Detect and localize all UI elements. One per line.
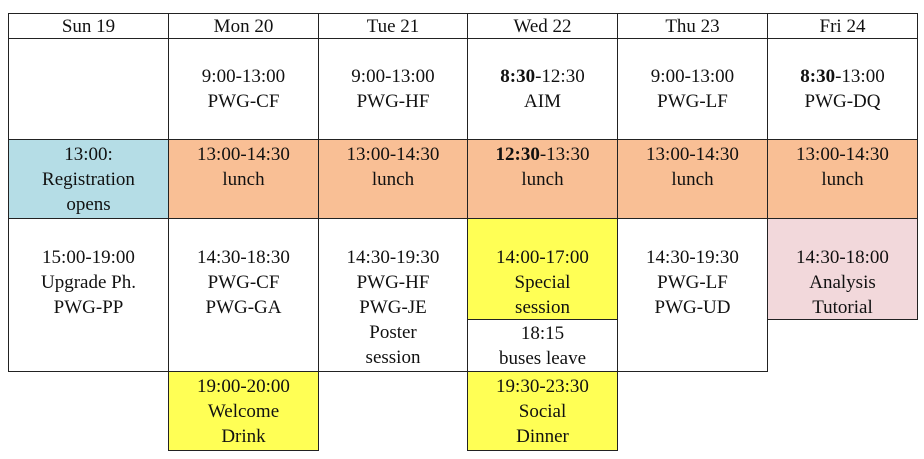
- session-name: Upgrade Ph.: [41, 272, 136, 293]
- welcome-drink-mon: [168, 372, 319, 451]
- day-header-tue: [319, 13, 468, 39]
- session-name: PWG-JE: [359, 297, 427, 318]
- buses-time: 18:15: [520, 322, 565, 344]
- lunch-time: 13:00-14:30: [646, 144, 739, 165]
- day-label: Sun 19: [61, 15, 116, 37]
- lunch-label: lunch: [521, 169, 564, 190]
- lunch-time: 13:00-14:30: [796, 144, 889, 165]
- session-time: 9:00-13:00: [351, 66, 435, 87]
- morning-sun: [8, 39, 169, 140]
- lunch-wed: [468, 140, 618, 219]
- lunch-fri: [768, 140, 918, 219]
- lunch-thu: [618, 140, 768, 219]
- registration-cell: [8, 140, 169, 219]
- session-name: Drink: [221, 425, 266, 447]
- afternoon-sun: [8, 219, 169, 372]
- session-time: 14:30-19:30: [346, 247, 440, 268]
- afternoon-mon: [169, 219, 319, 372]
- lunch-time: [496, 142, 590, 167]
- session-name: Analysis: [809, 272, 876, 293]
- morning-thu: [618, 39, 768, 140]
- lunch-time: 13:00-14:30: [197, 144, 290, 165]
- session-name: Welcome: [207, 400, 280, 422]
- lunch-label: lunch: [821, 169, 864, 190]
- session-name: PWG-GA: [205, 297, 282, 318]
- session-time: 14:00-17:00: [496, 247, 589, 268]
- session-name: PWG-HF: [356, 91, 430, 112]
- buses-label: buses leave: [498, 347, 587, 369]
- lunch-mon: [169, 140, 319, 219]
- day-header-sun: [8, 13, 169, 39]
- lunch-label: lunch: [671, 169, 714, 190]
- day-label: Mon 20: [213, 15, 274, 37]
- afternoon-tue: [319, 219, 468, 372]
- lunch-label: lunch: [371, 169, 415, 190]
- session-name: PWG-LF: [657, 91, 728, 112]
- session-time: 14:30-18:30: [197, 247, 290, 268]
- session-name: session: [515, 297, 570, 318]
- time-end: -12:30: [535, 66, 585, 87]
- day-label: Fri 24: [819, 15, 866, 37]
- session-time: 9:00-13:00: [650, 66, 735, 87]
- session-time: 15:00-19:00: [42, 247, 135, 268]
- session-name: PWG-CF: [207, 272, 280, 293]
- session-name: Special: [514, 272, 571, 293]
- day-label: Wed 22: [513, 15, 572, 37]
- time-end: -13:00: [835, 66, 885, 87]
- day-header-fri: [768, 13, 918, 39]
- lunch-time: 13:00-14:30: [346, 144, 440, 165]
- session-time: [500, 64, 584, 89]
- day-header-mon: [169, 13, 319, 39]
- lunch-tue: [319, 140, 468, 219]
- session-name: PWG-CF: [207, 91, 280, 112]
- session-name: Dinner: [516, 425, 569, 447]
- session-name: Tutorial: [812, 297, 873, 318]
- session-name: PWG-PP: [53, 297, 124, 318]
- session-time: 14:30-19:30: [646, 247, 739, 268]
- time-start-bold: 8:30: [500, 66, 536, 87]
- time-start-bold: 12:30: [495, 144, 540, 165]
- session-time: 14:30-18:00: [796, 247, 889, 268]
- morning-fri: [768, 39, 918, 140]
- session-name: PWG-LF: [657, 272, 728, 293]
- registration-label: Registration: [42, 168, 135, 190]
- analysis-tutorial-fri: [768, 219, 918, 320]
- day-header-wed: [468, 13, 618, 39]
- time-end: -13:30: [539, 144, 590, 165]
- day-header-thu: [618, 13, 768, 39]
- session-time: 19:00-20:00: [197, 375, 290, 397]
- day-label: Thu 23: [665, 15, 720, 37]
- time-start-bold: 8:30: [800, 66, 836, 87]
- session-name: PWG-UD: [654, 297, 731, 318]
- morning-mon: [169, 39, 319, 140]
- session-time: [800, 64, 884, 89]
- buses-wed: [468, 320, 618, 372]
- registration-label: opens: [66, 193, 111, 215]
- social-dinner-wed: [467, 372, 618, 451]
- morning-wed: [468, 39, 618, 140]
- session-name: Poster: [369, 322, 417, 343]
- session-name: PWG-HF: [356, 272, 430, 293]
- session-name: PWG-DQ: [804, 91, 881, 112]
- day-label: Tue 21: [366, 15, 420, 37]
- lunch-label: lunch: [222, 169, 265, 190]
- session-name: Social: [518, 400, 567, 422]
- afternoon-thu: [618, 219, 768, 372]
- special-session-wed: [468, 219, 618, 320]
- session-time: 19:30-23:30: [496, 375, 589, 397]
- session-time: 9:00-13:00: [201, 66, 286, 87]
- session-name: AIM: [524, 91, 561, 112]
- registration-time: 13:00:: [64, 143, 113, 165]
- session-name: session: [365, 347, 421, 368]
- morning-tue: [319, 39, 468, 140]
